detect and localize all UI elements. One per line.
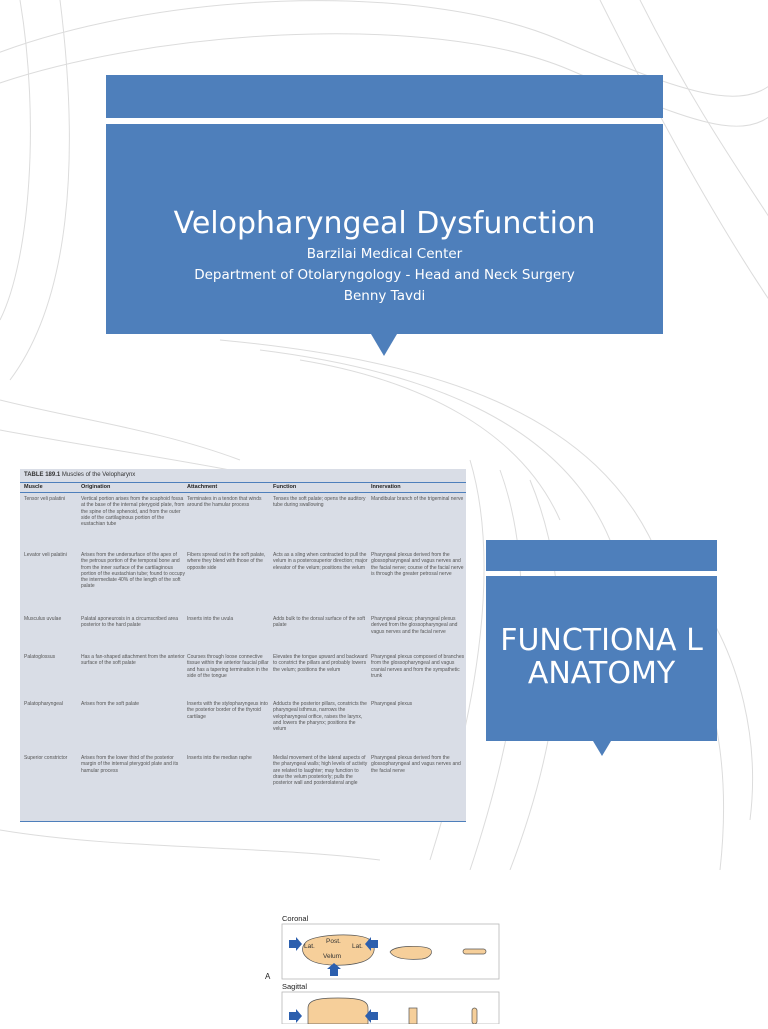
section-title-card [486,576,717,741]
table-cell: Vertical portion arises from the scaphoid fossa at the base of the internal pterygoid plate, from the spine of the sphenoid, and from the outer side of the cartilaginous portion of the eustachian tube [81,496,185,528]
table-cell: Superior constrictor [24,755,68,761]
sagittal-label: Sagittal [282,982,308,991]
section-slide-top-bar [486,540,717,571]
table-cell: Acts as a sling when contracted to pull the velum in a posterosuperior direction; major elevator of the velum; positions the velum [273,552,368,571]
table-cell: Arises from the soft palate [81,701,140,707]
table-caption-text: Muscles of the Velopharynx [61,472,136,478]
table-row [20,616,466,654]
coronal-label: Coronal [282,914,309,923]
velopharynx-diagram [262,912,512,1024]
table-row [20,654,466,701]
table-cell: Elevates the tongue upward and backward to constrict the pillars and probably lowers the velum; positions the velum [273,654,368,673]
table-cell: Arises from the undersurface of the apex of the petrous portion of the temporal bone and from the inner surface of the cartilaginous portion of the eustachian tube; found to occupy the intermediate 40% of the length of the soft palate [81,552,185,590]
table-cell: Mandibular branch of the trigeminal nerve [371,496,464,502]
sagittal-closure-shape [472,1008,477,1024]
table-cell: Courses through loose connective tissue within the anterior faucial pillar and has a tapering termination in the side of the tongue [187,654,269,679]
table-cell: Pharyngeal plexus derived from the glossopharyngeal and vagus nerves and the facial nerve [371,755,461,774]
table-cell: Adducts the posterior pillars, constricts the pharyngeal isthmus, narrows the velopharyngeal orifice, raises the larynx, and lowers the pharynx; positions the velum [273,701,367,733]
table-header-row [20,482,466,493]
table-cell: Has a fan-shaped attachment from the anterior surface of the soft palate [81,654,185,667]
slide-subtitle-department: Department of Otolaryngology - Head and Neck Surgery [194,267,575,283]
table-cell: Pharyngeal plexus derived from the glossopharyngeal and vagus nerves and the facial nerve; course of the facial nerve is through the greater petrosal nerve [371,552,464,577]
slide-title: Velopharyngeal Dysfunction [173,206,596,241]
table-cell: Palatoglossus [24,654,56,660]
table-cell: Inserts into the median raphe [187,755,252,761]
slide-subtitle-author: Benny Tavdi [343,288,426,304]
table-cell: Terminates in a tendon that winds around the hamular process [187,496,262,509]
title-slide-card [106,124,663,334]
velum-label: Velum [323,953,342,960]
table-row [20,496,466,552]
table-row [20,701,466,755]
table-cell: Adds bulk to the dorsal surface of the soft palate [273,616,365,629]
table-cell: Pharyngeal plexus; pharyngeal plexus derived from the glossopharyngeal and vagus nerves and the facial nerve [371,616,458,635]
panel-label: A [265,972,271,981]
section-title: FUNCTIONA L ANATOMY [500,623,703,691]
table-cell: Palatal aponeurosis in a circumscribed area posterior to the hard palate [81,616,178,629]
lat-right-label: Lat. [352,943,363,950]
sagittal-orifice-shape [308,998,368,1024]
title-card-pointer [371,334,397,356]
table-row [20,755,466,821]
table-caption [20,469,466,480]
table-cell: Palatopharyngeal [24,701,63,707]
muscles-table [20,469,466,822]
table-header-cell: Origination [81,484,111,490]
table-caption-number: TABLE 189.1 [24,472,61,478]
section-card-pointer [593,741,611,756]
table-header-cell: Innervation [371,484,401,490]
table-bottom-rule [20,821,466,822]
table-cell: Medial movement of the lateral aspects of the pharyngeal walls; high levels of activity are related to laughter; may function to draw the velum posteriorly; pulls the posterior wall and posterolateral angle [273,755,368,787]
table-cell: Inserts with the stylopharyngeus into the posterior border of the thyroid cartilage [187,701,268,720]
table-header-cell: Function [273,484,297,490]
table-cell: Tensor veli palatini [24,496,66,502]
table-cell: Arises from the lower third of the posterior margin of the internal pterygoid plate and its hamular process [81,755,179,774]
coronal-closure-shape [463,949,486,954]
lat-left-label: Lat. [304,943,315,950]
post-label: Post. [326,938,341,945]
sagittal-partial-closure-shape [409,1008,417,1024]
table-row [20,552,466,616]
table-cell: Fibers spread out in the soft palate, where they blend with those of the opposite side [187,552,266,571]
table-cell: Pharyngeal plexus composed of branches from the glossopharyngeal and vagus cranial nerves and from the sympathetic trunk [371,654,465,679]
table-cell: Musculus uvulae [24,616,62,622]
title-slide-top-bar [106,75,663,118]
table-cell: Tenses the soft palate; opens the auditory tube during swallowing [273,496,366,509]
velopharynx-figure [262,912,512,1024]
slide-subtitle-hospital: Barzilai Medical Center [306,246,463,262]
table-header-cell: Attachment [187,484,218,490]
table-cell: Pharyngeal plexus [371,701,413,707]
table-header-cell: Muscle [24,484,43,490]
table-cell: Inserts into the uvula [187,616,234,622]
table-cell: Levator veli palatini [24,552,67,558]
